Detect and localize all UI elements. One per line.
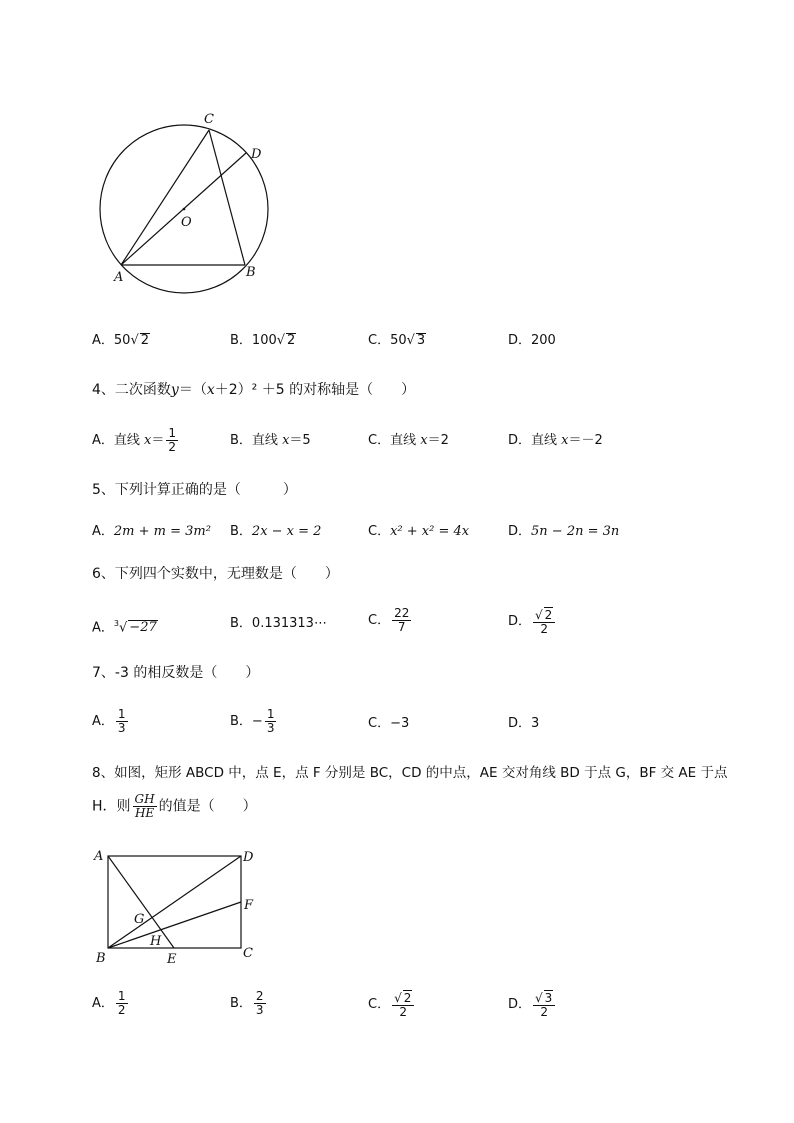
label-b: B bbox=[96, 951, 106, 966]
option-letter: B． bbox=[230, 714, 252, 729]
stem-var: y bbox=[170, 382, 179, 398]
option-value: 200 bbox=[531, 333, 556, 348]
option-radicand: 3 bbox=[416, 333, 426, 348]
label-f: F bbox=[244, 898, 254, 913]
label-a: A bbox=[114, 270, 124, 285]
option-var: x bbox=[282, 433, 290, 448]
q6-option-a: A．$^3$√ −27 bbox=[92, 619, 157, 636]
label-d: D bbox=[243, 850, 254, 865]
segment-cb bbox=[209, 130, 245, 265]
q8-option-b bbox=[230, 990, 268, 1017]
option-letter: D． bbox=[508, 433, 532, 448]
q6-option-b bbox=[230, 614, 327, 634]
option-value: 0.131313⋯ bbox=[251, 616, 327, 631]
q4-option-c bbox=[368, 431, 449, 451]
q3-option-b: B．100√ 2 bbox=[230, 333, 296, 348]
option-letter: D． bbox=[508, 997, 532, 1012]
fraction: $\frac{√ 3}{2}$ bbox=[533, 990, 555, 1019]
option-expr: 5n − 2n = 3n bbox=[531, 524, 620, 539]
q8-option-c bbox=[368, 990, 416, 1019]
q5-stem: 5、下列计算正确的是（ ） bbox=[92, 482, 297, 498]
option-letter: B． bbox=[230, 433, 252, 448]
label-c: C bbox=[243, 946, 253, 961]
fraction: $\frac{√ 2}{2}$ bbox=[533, 607, 555, 636]
q7-option-b bbox=[230, 708, 278, 735]
circle-triangle-figure bbox=[95, 105, 280, 295]
option-letter: A． bbox=[92, 524, 114, 539]
q5-option-b bbox=[230, 522, 321, 542]
q5-option-d bbox=[508, 522, 619, 542]
fraction: $\frac{2}{3}$ bbox=[255, 989, 264, 1017]
q7-option-a bbox=[92, 708, 130, 735]
fraction: $\frac{√ 2}{2}$ bbox=[392, 990, 414, 1019]
option-text: 直线 bbox=[251, 433, 283, 448]
option-sign: − bbox=[251, 714, 263, 729]
stem-text: ＝（ bbox=[178, 382, 207, 398]
label-o: O bbox=[181, 215, 192, 230]
label-g: G bbox=[134, 912, 145, 927]
option-letter: C． bbox=[368, 613, 391, 628]
option-letter: D． bbox=[508, 614, 532, 629]
q6-option-c bbox=[368, 607, 413, 634]
option-value: 100 bbox=[251, 333, 277, 348]
q4-option-a bbox=[92, 427, 180, 454]
option-text: ＝ bbox=[151, 433, 165, 448]
q5-option-c bbox=[368, 522, 469, 542]
option-var: x bbox=[561, 433, 569, 448]
q8-option-a bbox=[92, 990, 130, 1017]
stem-text: 的值是（ ） bbox=[158, 798, 257, 815]
option-letter: A． bbox=[92, 996, 114, 1011]
q3-option-a: A．50√ 2 bbox=[92, 333, 150, 348]
fraction: $\frac{22}{7}$ bbox=[394, 606, 410, 634]
q7-option-d bbox=[508, 714, 539, 734]
segment-bf bbox=[108, 902, 241, 948]
option-letter: A． bbox=[92, 433, 114, 448]
q3-option-d bbox=[508, 331, 556, 351]
q6-option-d bbox=[508, 607, 557, 636]
option-var: x bbox=[144, 433, 152, 448]
option-radicand: 2 bbox=[287, 333, 296, 348]
option-text: ＝5 bbox=[289, 433, 311, 448]
segment-bd bbox=[108, 856, 241, 948]
option-letter: B． bbox=[230, 524, 252, 539]
q3-option-c: C．50√ 3 bbox=[368, 333, 426, 348]
option-text: 直线 bbox=[531, 433, 562, 448]
fraction: $\frac{1}{3}$ bbox=[117, 707, 126, 735]
q6-stem: 6、下列四个实数中，无理数是（ ） bbox=[92, 566, 339, 582]
option-radicand: 2 bbox=[140, 333, 150, 348]
option-letter: B． bbox=[230, 996, 252, 1011]
q4-option-b bbox=[230, 431, 311, 451]
option-letter: D． bbox=[508, 524, 532, 539]
option-letter: A． bbox=[92, 333, 114, 348]
option-letter: D． bbox=[508, 716, 532, 731]
q4-stem bbox=[92, 380, 415, 400]
option-value: 50 bbox=[390, 333, 407, 348]
q8-stem-line1: 8、如图，矩形 ABCD 中，点 E，点 F 分别是 BC，CD 的中点，AE 交对角线 BD 于点 G，BF 交 AE 于点 bbox=[92, 765, 728, 781]
option-expr: 2m + m = 3m² bbox=[113, 524, 211, 539]
label-a: A bbox=[94, 849, 104, 864]
q8-stem-line2 bbox=[92, 793, 257, 820]
option-text: 直线 bbox=[113, 433, 145, 448]
label-c: C bbox=[204, 112, 214, 127]
option-letter: B． bbox=[230, 616, 252, 631]
label-b: B bbox=[246, 265, 256, 280]
q5-option-a bbox=[92, 522, 211, 542]
option-text: 直线 bbox=[390, 433, 421, 448]
option-value: 50 bbox=[113, 333, 131, 348]
q7-option-c bbox=[368, 714, 409, 734]
option-letter: C． bbox=[368, 524, 391, 539]
option-letter: C． bbox=[368, 997, 391, 1012]
option-var: x bbox=[420, 433, 428, 448]
option-expr: x² + x² = 4x bbox=[390, 524, 470, 539]
rectangle-figure bbox=[88, 845, 263, 970]
fraction: $\frac{GH}{HE}$ bbox=[134, 792, 155, 820]
stem-text: ＋2）² ＋5 的对称轴是（ ） bbox=[214, 382, 416, 398]
q4-option-d bbox=[508, 431, 603, 451]
segment-ae bbox=[108, 856, 174, 948]
root-index: 3 bbox=[113, 619, 119, 628]
q7-stem: 7、-3 的相反数是（ ） bbox=[92, 665, 260, 681]
fraction: $\frac{1}{3}$ bbox=[266, 707, 275, 735]
stem-text: H．则 bbox=[92, 798, 131, 815]
option-expr: 2x − x = 2 bbox=[251, 524, 322, 539]
label-d: D bbox=[251, 147, 262, 162]
option-letter: A． bbox=[92, 620, 114, 636]
option-text: ＝2 bbox=[427, 433, 449, 448]
option-letter: C． bbox=[368, 333, 391, 348]
option-letter: C． bbox=[368, 716, 391, 731]
option-letter: D． bbox=[508, 333, 532, 348]
option-letter: A． bbox=[92, 714, 114, 729]
stem-text: 4、二次函数 bbox=[92, 382, 171, 398]
option-value: −3 bbox=[390, 716, 410, 731]
label-h: H bbox=[150, 934, 162, 949]
center-point bbox=[183, 208, 186, 211]
option-radicand: −27 bbox=[129, 620, 157, 636]
option-letter: C． bbox=[368, 433, 391, 448]
fraction: $\frac{1}{2}$ bbox=[117, 989, 126, 1017]
option-text: ＝－2 bbox=[568, 433, 603, 448]
fraction: $\frac{1}{2}$ bbox=[168, 426, 177, 454]
label-e: E bbox=[167, 952, 177, 967]
q8-option-d bbox=[508, 990, 557, 1019]
option-value: 3 bbox=[531, 716, 540, 731]
stem-var: x bbox=[206, 382, 215, 398]
option-letter: B． bbox=[230, 333, 252, 348]
